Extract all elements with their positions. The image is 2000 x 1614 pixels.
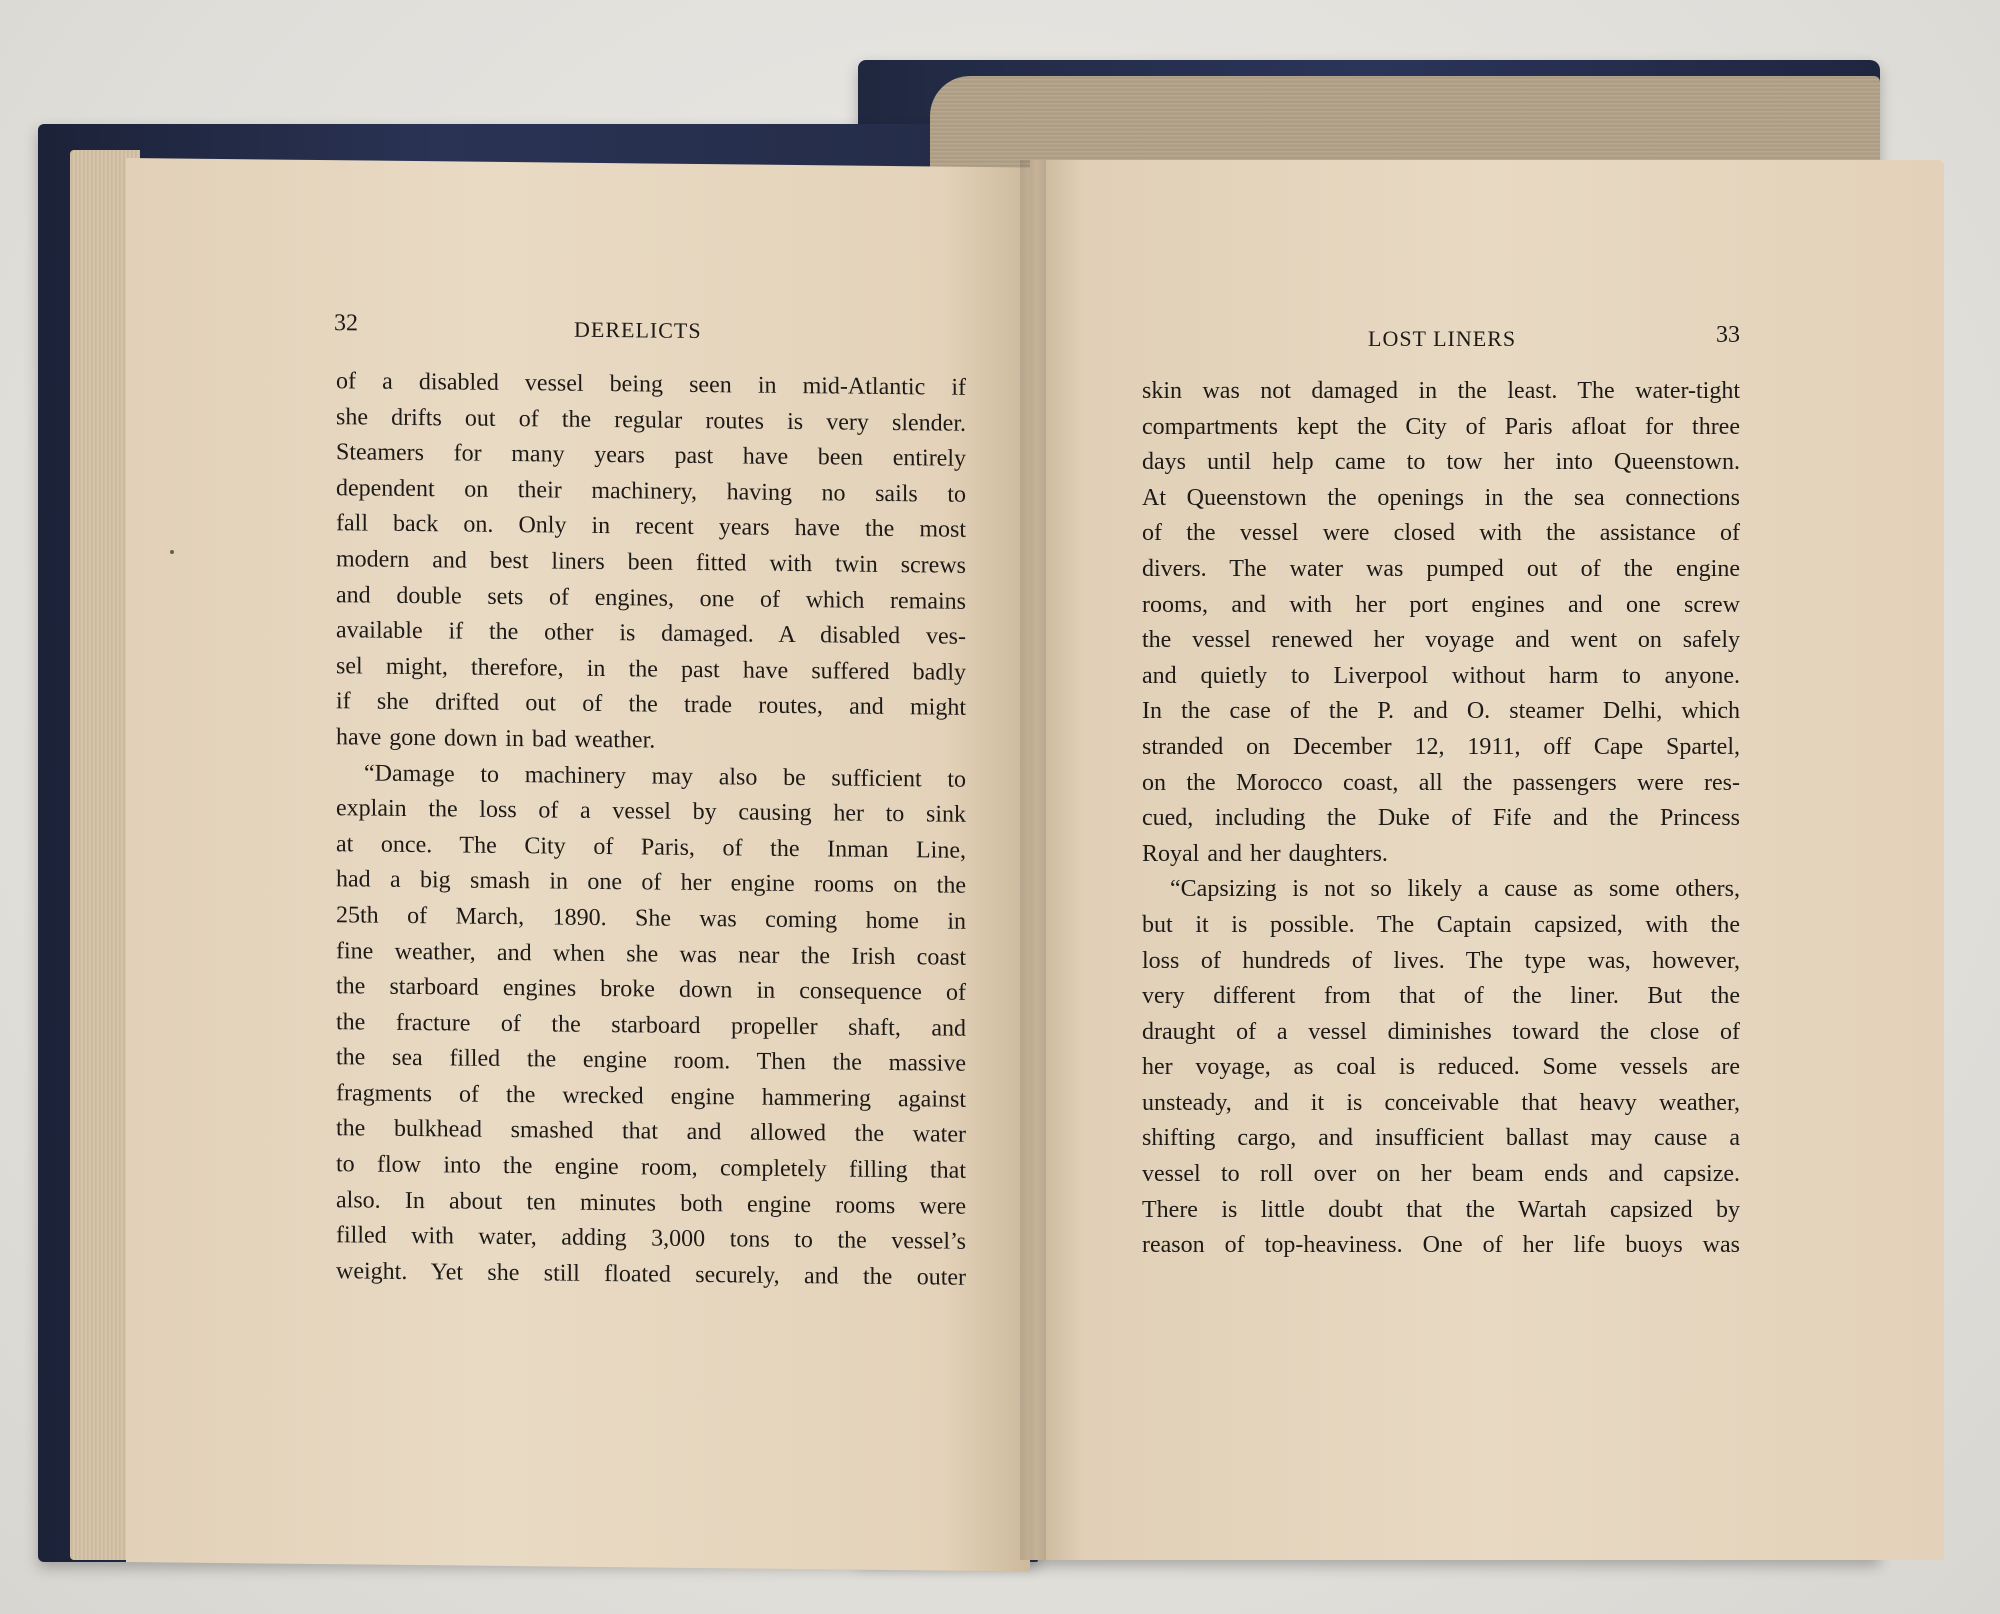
text-line: vessel to roll over on her beam ends and capsize. xyxy=(1142,1161,1740,1188)
text-line: At Queenstown the openings in the sea connections xyxy=(1142,484,1740,511)
left-page-number: 32 xyxy=(334,310,358,337)
left-page-body xyxy=(336,364,966,1296)
text-line: 25th of March, 1890. She was coming home in xyxy=(336,902,966,935)
text-line: sel might, therefore, in the past have suffered badly xyxy=(336,652,966,686)
text-line: the starboard engines broke down in consequence of xyxy=(336,973,966,1006)
text-line: days until help came to tow her into Queenstown. xyxy=(1142,449,1740,476)
text-line: Steamers for many years past have been entirely xyxy=(336,439,966,472)
text-line: the fracture of the starboard propeller shaft, and xyxy=(336,1008,966,1042)
left-running-head: DERELICTS xyxy=(574,316,702,344)
text-line: filled with water, adding 3,000 tons to the vessel’s xyxy=(336,1222,966,1256)
text-line: modern and best liners been fitted with twin screws xyxy=(336,546,966,579)
left-page xyxy=(126,158,1030,1571)
text-line: “Capsizing is not so likely a cause as some others, xyxy=(1170,876,1740,903)
text-line: “Damage to machinery may also be sufficient to xyxy=(364,760,966,793)
book-gutter xyxy=(1020,160,1046,1560)
text-line: the vessel renewed her voyage and went on safely xyxy=(1142,627,1740,654)
text-line: There is little doubt that the Wartah capsized by xyxy=(1142,1196,1740,1223)
text-line: unsteady, and it is conceivable that heavy weather, xyxy=(1142,1089,1740,1116)
text-line: compartments kept the City of Paris afloat for three xyxy=(1142,413,1740,440)
text-line: she drifts out of the regular routes is very slender. xyxy=(336,403,966,437)
paper-speck xyxy=(170,550,174,554)
text-line: the sea filled the engine room. Then the massive xyxy=(336,1044,966,1078)
right-page-number: 33 xyxy=(1716,322,1740,348)
text-line: the bulkhead smashed that and allowed the water xyxy=(336,1115,966,1149)
text-line: if she drifted out of the trade routes, and might xyxy=(336,688,966,722)
text-line: stranded on December 12, 1911, off Cape Spartel, xyxy=(1142,733,1740,760)
text-line: fall back on. Only in recent years have the most xyxy=(336,510,966,544)
text-line: In the case of the P. and O. steamer Delhi, which xyxy=(1142,698,1740,725)
text-line: and double sets of engines, one of which remains xyxy=(336,581,966,615)
text-line: and quietly to Liverpool without harm to anyone. xyxy=(1142,662,1740,689)
text-line: her voyage, as coal is reduced. Some vessels are xyxy=(1142,1054,1740,1081)
text-line: dependent on their machinery, having no sails to xyxy=(336,474,966,508)
right-page-body xyxy=(1142,374,1740,1264)
text-line: divers. The water was pumped out of the engine xyxy=(1142,555,1740,582)
text-line: at once. The City of Paris, of the Inman Line, xyxy=(336,830,966,864)
text-line: loss of hundreds of lives. The type was, however, xyxy=(1142,947,1740,974)
text-line: available if the other is damaged. A disabled ves- xyxy=(336,617,966,650)
text-line: on the Morocco coast, all the passengers were res- xyxy=(1142,769,1740,796)
text-line: but it is possible. The Captain capsized, with the xyxy=(1142,911,1740,938)
text-line: weight. Yet she still floated securely, and the outer xyxy=(336,1258,966,1291)
text-line: of a disabled vessel being seen in mid-Atlantic if xyxy=(336,368,966,401)
text-line: to flow into the engine room, completely filling that xyxy=(336,1151,966,1184)
text-line: reason of top-heaviness. One of her life buoys was xyxy=(1142,1232,1740,1259)
right-page xyxy=(1030,160,1944,1560)
text-line: cued, including the Duke of Fife and the Princess xyxy=(1142,805,1740,832)
text-line: skin was not damaged in the least. The water-tight xyxy=(1142,378,1740,404)
page-block-edge xyxy=(930,76,1880,168)
text-line: fine weather, and when she was near the Irish coast xyxy=(336,937,966,971)
text-line: had a big smash in one of her engine rooms on the xyxy=(336,866,966,900)
text-line: also. In about ten minutes both engine rooms were xyxy=(336,1186,966,1220)
text-line: Royal and her daughters. xyxy=(1142,840,1388,867)
text-line: fragments of the wrecked engine hammering against xyxy=(336,1080,966,1113)
text-line: of the vessel were closed with the assistance of xyxy=(1142,520,1740,547)
text-line: explain the loss of a vessel by causing her to sink xyxy=(336,795,966,828)
text-line: draught of a vessel diminishes toward the close of xyxy=(1142,1018,1740,1045)
text-line: rooms, and with her port engines and one screw xyxy=(1142,591,1740,618)
text-line: very different from that of the liner. But the xyxy=(1142,983,1740,1010)
text-line: have gone down in bad weather. xyxy=(336,724,656,754)
right-running-head: LOST LINERS xyxy=(1368,326,1517,351)
text-line: shifting cargo, and insufficient ballast may cause a xyxy=(1142,1125,1740,1152)
